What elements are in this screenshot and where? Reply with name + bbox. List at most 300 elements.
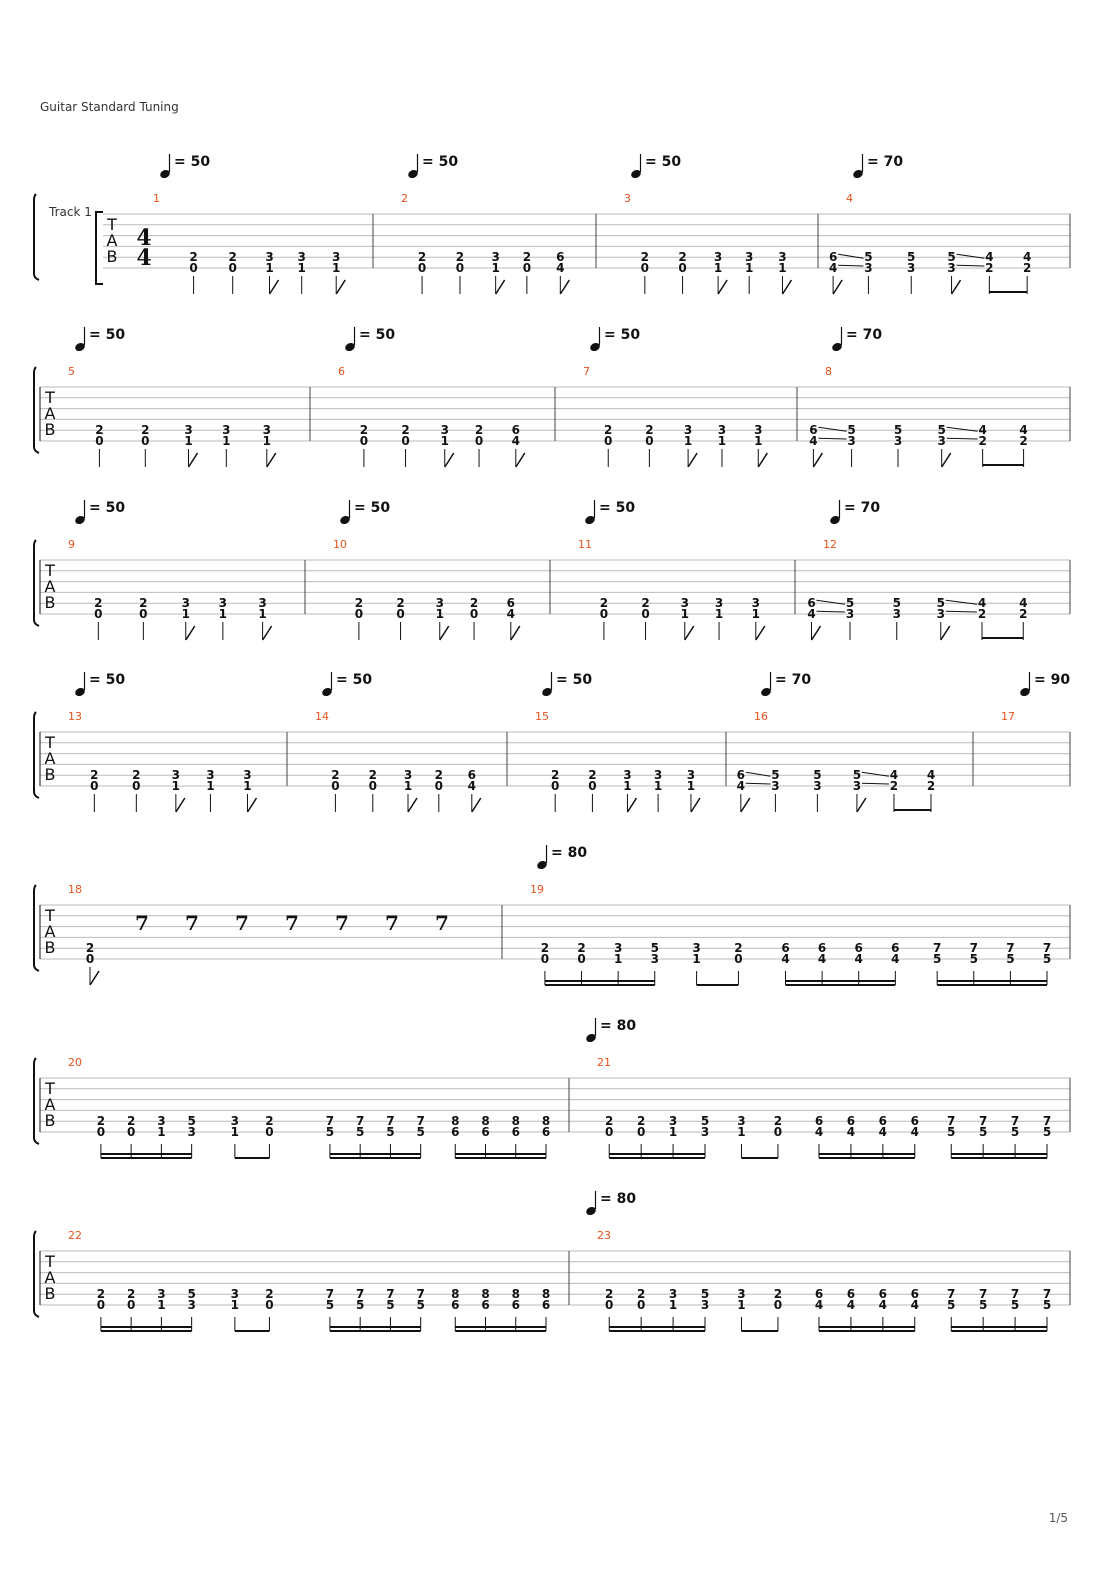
fret-number: 3 bbox=[653, 768, 663, 783]
fret-number: 5 bbox=[1010, 1125, 1020, 1139]
fret-number: 4 bbox=[814, 1298, 824, 1312]
fret-number: 6 bbox=[511, 1298, 520, 1312]
tab-letter: T bbox=[45, 733, 55, 752]
measure-number: 9 bbox=[68, 538, 75, 551]
fret-number: 0 bbox=[90, 779, 99, 793]
fret-number: 5 bbox=[187, 1287, 196, 1302]
fret-number: 6 bbox=[891, 941, 900, 956]
slide-line bbox=[838, 265, 863, 266]
fret-number: 3 bbox=[700, 1298, 710, 1312]
fret-number: 0 bbox=[540, 952, 550, 966]
fret-number: 5 bbox=[936, 596, 945, 611]
fret-number: 0 bbox=[96, 1298, 106, 1312]
fret-number: 8 bbox=[541, 1114, 551, 1129]
fret-number: 5 bbox=[355, 1298, 365, 1312]
fret-number: 6 bbox=[781, 941, 790, 956]
fret-number: 4 bbox=[1019, 596, 1028, 611]
fret-number: 4 bbox=[846, 1298, 856, 1312]
fret-number: 1 bbox=[440, 434, 449, 448]
tempo-value: = 50 bbox=[359, 327, 396, 343]
fret-number: 5 bbox=[907, 250, 916, 265]
track-label: Track 1 bbox=[49, 205, 92, 219]
fret-number: 3 bbox=[892, 607, 901, 621]
fret-number: 6 bbox=[481, 1125, 490, 1139]
fret-number: 1 bbox=[668, 1125, 678, 1139]
tempo-marking bbox=[536, 845, 587, 871]
fret-number: 0 bbox=[641, 607, 650, 621]
tab-letter: A bbox=[44, 922, 56, 941]
note-flag bbox=[741, 798, 750, 812]
fret-number: 6 bbox=[451, 1125, 460, 1139]
fret-number: 5 bbox=[771, 768, 780, 783]
fret-number: 7 bbox=[325, 1114, 335, 1129]
fret-number: 6 bbox=[846, 1287, 856, 1302]
fret-number: 5 bbox=[847, 423, 856, 438]
fret-number: 3 bbox=[845, 607, 855, 621]
tempo-marking bbox=[339, 500, 390, 526]
fret-number: 5 bbox=[947, 1298, 956, 1312]
fret-number: 2 bbox=[605, 1287, 614, 1302]
fret-number: 2 bbox=[132, 768, 141, 783]
fret-number: 2 bbox=[189, 250, 198, 265]
fret-number: 4 bbox=[977, 596, 987, 611]
fret-number: 1 bbox=[623, 779, 632, 793]
fret-number: 3 bbox=[230, 1114, 240, 1129]
measure-number: 12 bbox=[823, 538, 837, 551]
note-flag bbox=[718, 280, 727, 294]
fret-number: 3 bbox=[737, 1287, 746, 1302]
fret-number: 2 bbox=[645, 423, 654, 438]
note-flag bbox=[756, 626, 765, 640]
note-flag bbox=[560, 280, 569, 294]
fret-number: 1 bbox=[171, 779, 181, 793]
fret-number: 0 bbox=[189, 261, 198, 275]
track-bracket bbox=[96, 212, 103, 284]
fret-number: 1 bbox=[206, 779, 215, 793]
fret-number: 7 bbox=[416, 1114, 425, 1129]
tab-letter: B bbox=[44, 420, 56, 439]
fret-number: 1 bbox=[403, 779, 413, 793]
tempo-marking bbox=[407, 154, 458, 180]
fret-number: 5 bbox=[386, 1125, 395, 1139]
fret-number: 3 bbox=[947, 261, 956, 275]
fret-number: 2 bbox=[354, 596, 364, 611]
measure-number: 5 bbox=[68, 365, 75, 378]
fret-number: 7 bbox=[416, 1287, 425, 1302]
fret-number: 0 bbox=[265, 1298, 274, 1312]
tempo-value: = 50 bbox=[354, 500, 391, 516]
fret-number: 2 bbox=[396, 596, 405, 611]
fret-number: 3 bbox=[754, 423, 763, 438]
fret-number: 1 bbox=[737, 1298, 746, 1312]
system-bracket bbox=[34, 540, 39, 626]
fret-number: 2 bbox=[889, 779, 899, 793]
measure-number: 15 bbox=[535, 710, 549, 723]
fret-number: 1 bbox=[262, 434, 271, 448]
note-flag bbox=[496, 280, 505, 294]
measure-number: 4 bbox=[846, 192, 853, 205]
fret-number: 2 bbox=[96, 1114, 106, 1129]
fret-number: 2 bbox=[599, 596, 609, 611]
fret-number: 4 bbox=[878, 1298, 888, 1312]
tempo-marking bbox=[541, 672, 592, 698]
measure-number: 22 bbox=[68, 1229, 82, 1242]
fret-number: 3 bbox=[435, 596, 444, 611]
tempo-marking bbox=[74, 672, 125, 698]
fret-number: 2 bbox=[926, 779, 936, 793]
fret-number: 4 bbox=[809, 434, 818, 448]
note-flag bbox=[688, 453, 697, 467]
fret-number: 1 bbox=[668, 1298, 678, 1312]
fret-number: 2 bbox=[1019, 607, 1028, 621]
fret-number: 0 bbox=[522, 261, 532, 275]
measure-number: 11 bbox=[578, 538, 592, 551]
fret-number: 6 bbox=[511, 423, 520, 438]
tab-letter: B bbox=[44, 1284, 56, 1303]
fret-number: 1 bbox=[683, 434, 693, 448]
fret-number: 3 bbox=[403, 768, 413, 783]
fret-number: 5 bbox=[892, 596, 901, 611]
fret-number: 2 bbox=[577, 941, 586, 956]
fret-number: 1 bbox=[181, 607, 190, 621]
fret-number: 2 bbox=[265, 1287, 274, 1302]
tempo-value: = 90 bbox=[1034, 672, 1071, 688]
fret-number: 3 bbox=[187, 1125, 196, 1139]
fret-number: 3 bbox=[778, 250, 787, 265]
fret-number: 3 bbox=[440, 423, 449, 438]
fret-number: 0 bbox=[126, 1298, 136, 1312]
note-flag bbox=[445, 453, 454, 467]
tempo-marking bbox=[852, 154, 903, 180]
fret-number: 0 bbox=[678, 261, 687, 275]
fret-number: 0 bbox=[139, 607, 148, 621]
fret-number: 1 bbox=[157, 1298, 166, 1312]
tempo-marking bbox=[585, 1018, 636, 1044]
fret-number: 4 bbox=[506, 607, 515, 621]
fret-number: 2 bbox=[641, 596, 650, 611]
measure-number: 7 bbox=[583, 365, 590, 378]
tab-letter: B bbox=[44, 765, 56, 784]
fret-number: 5 bbox=[187, 1114, 196, 1129]
fret-number: 4 bbox=[978, 423, 987, 438]
system-bracket bbox=[34, 1231, 39, 1317]
tempo-value: = 70 bbox=[846, 327, 883, 343]
fret-number: 7 bbox=[947, 1114, 956, 1129]
tempo-value: = 50 bbox=[604, 327, 641, 343]
tab-letter: B bbox=[44, 593, 56, 612]
fret-number: 5 bbox=[813, 768, 822, 783]
fret-number: 3 bbox=[613, 941, 623, 956]
fret-number: 2 bbox=[265, 1114, 274, 1129]
fret-number: 8 bbox=[451, 1287, 460, 1302]
fret-number: 1 bbox=[332, 261, 341, 275]
fret-number: 2 bbox=[417, 250, 427, 265]
fret-number: 3 bbox=[668, 1114, 678, 1129]
fret-number: 5 bbox=[355, 1125, 365, 1139]
fret-number: 2 bbox=[95, 423, 104, 438]
fret-number: 6 bbox=[736, 768, 745, 783]
fret-number: 3 bbox=[623, 768, 632, 783]
fret-number: 6 bbox=[541, 1125, 551, 1139]
fret-number: 7 bbox=[969, 941, 978, 956]
fret-number: 3 bbox=[751, 596, 760, 611]
measure-number: 13 bbox=[68, 710, 82, 723]
tempo-marking bbox=[159, 154, 210, 180]
note-flag bbox=[472, 798, 481, 812]
fret-number: 5 bbox=[1010, 1298, 1020, 1312]
fret-number: 7 bbox=[386, 1287, 395, 1302]
fret-number: 0 bbox=[401, 434, 410, 448]
tempo-marking bbox=[74, 327, 125, 353]
fret-number: 2 bbox=[434, 768, 443, 783]
tempo-marking bbox=[321, 672, 372, 698]
tab-letter: A bbox=[44, 1268, 56, 1287]
fret-number: 3 bbox=[258, 596, 267, 611]
fret-number: 0 bbox=[605, 1298, 614, 1312]
fret-number: 3 bbox=[650, 952, 659, 966]
fret-number: 0 bbox=[640, 261, 650, 275]
fret-number: 2 bbox=[141, 423, 150, 438]
fret-number: 3 bbox=[171, 768, 181, 783]
measure-number: 20 bbox=[68, 1056, 82, 1069]
fret-number: 6 bbox=[878, 1114, 888, 1129]
fret-number: 6 bbox=[809, 423, 818, 438]
fret-number: 5 bbox=[1006, 952, 1015, 966]
fret-number: 2 bbox=[96, 1287, 106, 1302]
page-number: 1/5 bbox=[1048, 1511, 1068, 1525]
fret-number: 8 bbox=[451, 1114, 460, 1129]
fret-number: 3 bbox=[262, 423, 271, 438]
note-flag bbox=[270, 280, 279, 294]
fret-number: 8 bbox=[541, 1287, 551, 1302]
fret-number: 0 bbox=[605, 1125, 614, 1139]
measure-number: 8 bbox=[825, 365, 832, 378]
eighth-rest: 7 bbox=[285, 911, 299, 935]
note-flag bbox=[782, 280, 791, 294]
eighth-rest: 7 bbox=[335, 911, 349, 935]
fret-number: 3 bbox=[813, 779, 822, 793]
fret-number: 4 bbox=[736, 779, 745, 793]
fret-number: 3 bbox=[852, 779, 862, 793]
fret-number: 3 bbox=[937, 434, 946, 448]
fret-number: 0 bbox=[645, 434, 654, 448]
fret-number: 3 bbox=[893, 434, 903, 448]
fret-number: 0 bbox=[85, 952, 95, 966]
fret-number: 1 bbox=[692, 952, 701, 966]
tab-letter: T bbox=[45, 906, 55, 925]
fret-number: 3 bbox=[230, 1287, 240, 1302]
fret-number: 3 bbox=[717, 423, 727, 438]
fret-number: 4 bbox=[889, 768, 899, 783]
measure-number: 2 bbox=[401, 192, 408, 205]
fret-number: 0 bbox=[434, 779, 443, 793]
fret-number: 5 bbox=[932, 952, 942, 966]
fret-number: 3 bbox=[206, 768, 215, 783]
fret-number: 6 bbox=[556, 250, 565, 265]
system-bracket bbox=[34, 885, 39, 971]
tab-letter: T bbox=[107, 215, 117, 234]
fret-number: 2 bbox=[636, 1114, 646, 1129]
fret-number: 1 bbox=[265, 261, 274, 275]
fret-number: 0 bbox=[95, 434, 104, 448]
note-flag bbox=[247, 798, 256, 812]
tab-letter: A bbox=[44, 404, 56, 423]
fret-number: 8 bbox=[481, 1114, 490, 1129]
fret-number: 0 bbox=[773, 1125, 783, 1139]
fret-number: 1 bbox=[230, 1298, 240, 1312]
fret-number: 5 bbox=[969, 952, 978, 966]
note-flag bbox=[440, 626, 449, 640]
tempo-marking bbox=[584, 500, 635, 526]
note-flag bbox=[627, 798, 636, 812]
measure-number: 6 bbox=[338, 365, 345, 378]
fret-number: 5 bbox=[947, 250, 956, 265]
fret-number: 0 bbox=[455, 261, 465, 275]
fret-number: 2 bbox=[1019, 434, 1028, 448]
fret-number: 5 bbox=[1042, 952, 1052, 966]
fret-number: 0 bbox=[588, 779, 597, 793]
fret-number: 3 bbox=[692, 941, 701, 956]
note-flag bbox=[813, 453, 822, 467]
fret-number: 5 bbox=[700, 1114, 710, 1129]
fret-number: 4 bbox=[556, 261, 565, 275]
fret-number: 1 bbox=[680, 607, 689, 621]
fret-number: 1 bbox=[243, 779, 252, 793]
tempo-value: = 50 bbox=[645, 154, 682, 170]
measure-number: 10 bbox=[333, 538, 347, 551]
fret-number: 6 bbox=[910, 1287, 919, 1302]
fret-number: 4 bbox=[817, 952, 827, 966]
tab-letter: B bbox=[44, 1111, 56, 1130]
fret-number: 4 bbox=[985, 250, 994, 265]
tuning-label: Guitar Standard Tuning bbox=[40, 100, 179, 114]
fret-number: 6 bbox=[814, 1114, 824, 1129]
fret-number: 0 bbox=[577, 952, 586, 966]
fret-number: 5 bbox=[852, 768, 862, 783]
note-flag bbox=[812, 626, 821, 640]
tab-letter: A bbox=[44, 749, 56, 768]
fret-number: 3 bbox=[157, 1287, 166, 1302]
fret-number: 3 bbox=[218, 596, 228, 611]
measure-number: 21 bbox=[597, 1056, 611, 1069]
fret-number: 2 bbox=[604, 423, 613, 438]
fret-number: 3 bbox=[184, 423, 193, 438]
fret-number: 7 bbox=[947, 1287, 956, 1302]
fret-number: 5 bbox=[325, 1298, 335, 1312]
fret-number: 2 bbox=[126, 1114, 136, 1129]
tempo-marking bbox=[585, 1191, 636, 1217]
fret-number: 3 bbox=[864, 261, 873, 275]
tempo-value: = 70 bbox=[775, 672, 812, 688]
fret-number: 7 bbox=[978, 1287, 988, 1302]
measure-number: 3 bbox=[624, 192, 631, 205]
fret-number: 2 bbox=[455, 250, 465, 265]
fret-number: 4 bbox=[807, 607, 816, 621]
fret-number: 2 bbox=[540, 941, 550, 956]
tab-letter: A bbox=[106, 231, 118, 250]
fret-number: 3 bbox=[181, 596, 190, 611]
fret-number: 2 bbox=[474, 423, 484, 438]
fret-number: 4 bbox=[926, 768, 936, 783]
slide-line bbox=[957, 265, 985, 266]
fret-number: 0 bbox=[551, 779, 560, 793]
fret-number: 7 bbox=[355, 1287, 365, 1302]
note-flag bbox=[267, 453, 276, 467]
tempo-value: = 50 bbox=[556, 672, 593, 688]
fret-number: 0 bbox=[141, 434, 150, 448]
fret-number: 2 bbox=[678, 250, 687, 265]
fret-number: 2 bbox=[773, 1287, 783, 1302]
fret-number: 2 bbox=[640, 250, 650, 265]
fret-number: 3 bbox=[847, 434, 856, 448]
fret-number: 2 bbox=[978, 434, 987, 448]
note-flag bbox=[336, 280, 345, 294]
fret-number: 4 bbox=[511, 434, 520, 448]
fret-number: 3 bbox=[907, 261, 916, 275]
measure-number: 17 bbox=[1001, 710, 1015, 723]
fret-number: 3 bbox=[680, 596, 689, 611]
system-bracket bbox=[34, 367, 39, 453]
measure-number: 18 bbox=[68, 883, 82, 896]
fret-number: 6 bbox=[467, 768, 476, 783]
fret-number: 3 bbox=[737, 1114, 746, 1129]
tempo-value: = 50 bbox=[422, 154, 459, 170]
note-flag bbox=[833, 280, 842, 294]
tempo-marking bbox=[589, 327, 640, 353]
note-flag bbox=[691, 798, 700, 812]
fret-number: 1 bbox=[653, 779, 663, 793]
fret-number: 1 bbox=[435, 607, 444, 621]
fret-number: 0 bbox=[96, 1125, 106, 1139]
tempo-value: = 80 bbox=[600, 1191, 637, 1207]
note-flag bbox=[408, 798, 417, 812]
fret-number: 7 bbox=[325, 1287, 335, 1302]
note-flag bbox=[186, 626, 195, 640]
fret-number: 0 bbox=[359, 434, 369, 448]
fret-number: 2 bbox=[401, 423, 410, 438]
slide-line bbox=[817, 611, 846, 612]
fret-number: 5 bbox=[937, 423, 946, 438]
tab-letter: B bbox=[106, 247, 118, 266]
fret-number: 7 bbox=[932, 941, 942, 956]
tempo-value: = 80 bbox=[551, 845, 588, 861]
time-signature-top: 4 bbox=[136, 225, 152, 251]
fret-number: 2 bbox=[605, 1114, 614, 1129]
eighth-rest: 7 bbox=[435, 911, 449, 935]
tempo-marking bbox=[829, 500, 880, 526]
fret-number: 3 bbox=[157, 1114, 166, 1129]
fret-number: 5 bbox=[978, 1125, 988, 1139]
fret-number: 3 bbox=[187, 1298, 196, 1312]
tempo-marking bbox=[74, 500, 125, 526]
fret-number: 3 bbox=[714, 596, 724, 611]
note-flag bbox=[941, 626, 950, 640]
fret-number: 5 bbox=[1042, 1125, 1052, 1139]
tempo-value: = 50 bbox=[89, 327, 126, 343]
fret-number: 6 bbox=[511, 1125, 520, 1139]
note-flag bbox=[516, 453, 525, 467]
fret-number: 1 bbox=[218, 607, 228, 621]
fret-number: 0 bbox=[604, 434, 613, 448]
fret-number: 2 bbox=[228, 250, 237, 265]
tempo-marking bbox=[344, 327, 395, 353]
system-bracket bbox=[34, 194, 39, 280]
fret-number: 5 bbox=[416, 1298, 425, 1312]
fret-number: 0 bbox=[368, 779, 377, 793]
system-bracket bbox=[34, 1058, 39, 1144]
eighth-rest: 7 bbox=[135, 911, 149, 935]
fret-number: 1 bbox=[491, 261, 500, 275]
